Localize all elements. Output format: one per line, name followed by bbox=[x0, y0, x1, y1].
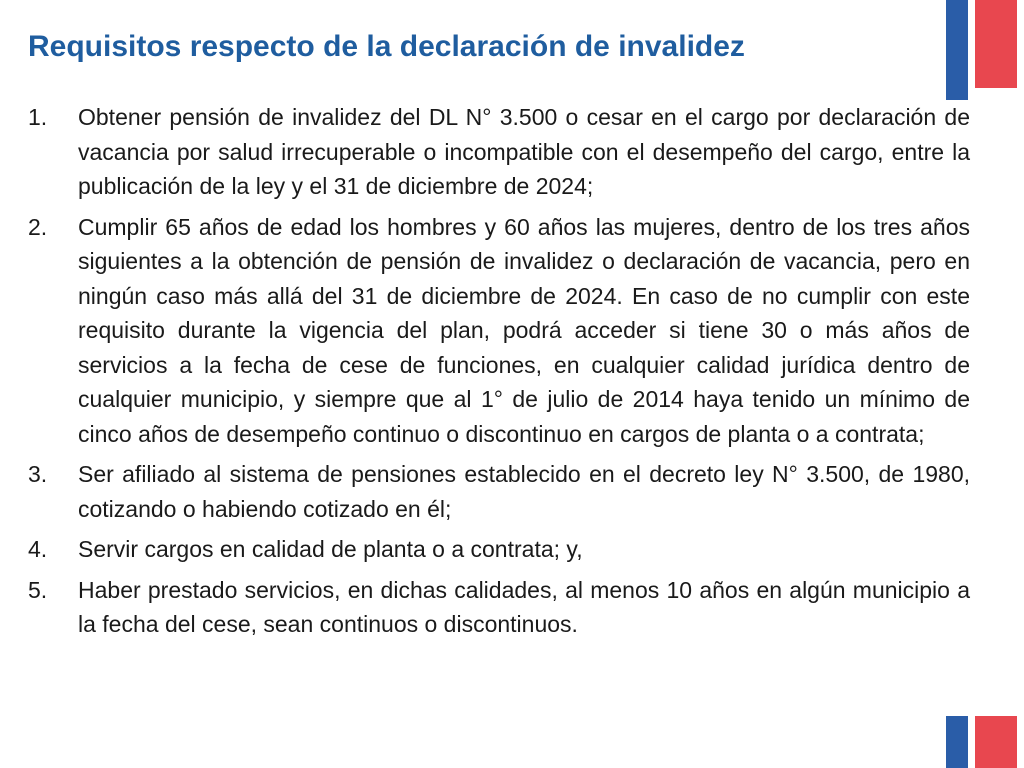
list-item bbox=[28, 532, 970, 567]
corner-bar-red-bottom bbox=[975, 716, 1017, 768]
list-item bbox=[28, 573, 970, 642]
corner-bar-blue-top bbox=[946, 0, 968, 100]
list-item-text: Haber prestado servicios, en dichas calidades, al menos 10 años en algún municipio a la fecha del cese, sean continuos o discontinuos. bbox=[78, 576, 970, 637]
page-title: Requisitos respecto de la declaración de invalidez bbox=[28, 30, 745, 63]
corner-bar-blue-bottom bbox=[946, 716, 968, 768]
list-item-text: Obtener pensión de invalidez del DL N° 3.500 o cesar en el cargo por declaración de vacancia por salud irrecuperable o incompatible con el desempeño del cargo, entre la publicación de la ley y el 31 de diciembre de 2024; bbox=[78, 104, 970, 199]
list-item-number: 2. bbox=[28, 213, 48, 240]
list-item-number: 3. bbox=[28, 461, 48, 487]
list-item-text: Ser afiliado al sistema de pensiones establecido en el decreto ley N° 3.500, de 1980, cotizando o habiendo cotizado en él; bbox=[78, 461, 970, 522]
corner-bar-red-top bbox=[975, 0, 1017, 88]
list-item-number: 4. bbox=[28, 536, 48, 562]
requirements-list bbox=[28, 100, 970, 648]
list-item-text: Servir cargos en calidad de planta o a contrata; y, bbox=[78, 536, 583, 562]
list-item bbox=[28, 457, 970, 526]
list-item-number: 5. bbox=[28, 576, 48, 603]
list-item-text: Cumplir 65 años de edad los hombres y 60 años las mujeres, dentro de los tres años siguientes a la obtención de pensión de invalidez o declaración de vacancia, pero en ningún caso más allá del 31 de diciembre de 2024. En caso de no cumplir con este requisito durante la vigencia del plan, podrá acceder si tiene 30 o más años de servicios a la fecha de cese de funciones, en cualquier calidad jurídica dentro de cualquier municipio, y siempre que al 1° de julio de 2014 haya tenido un mínimo de cinco años de desempeño continuo o discontinuo en cargos de planta o a contrata; bbox=[78, 213, 970, 447]
list-item bbox=[28, 210, 970, 452]
list-item-number: 1. bbox=[28, 104, 48, 130]
list-item bbox=[28, 100, 970, 204]
